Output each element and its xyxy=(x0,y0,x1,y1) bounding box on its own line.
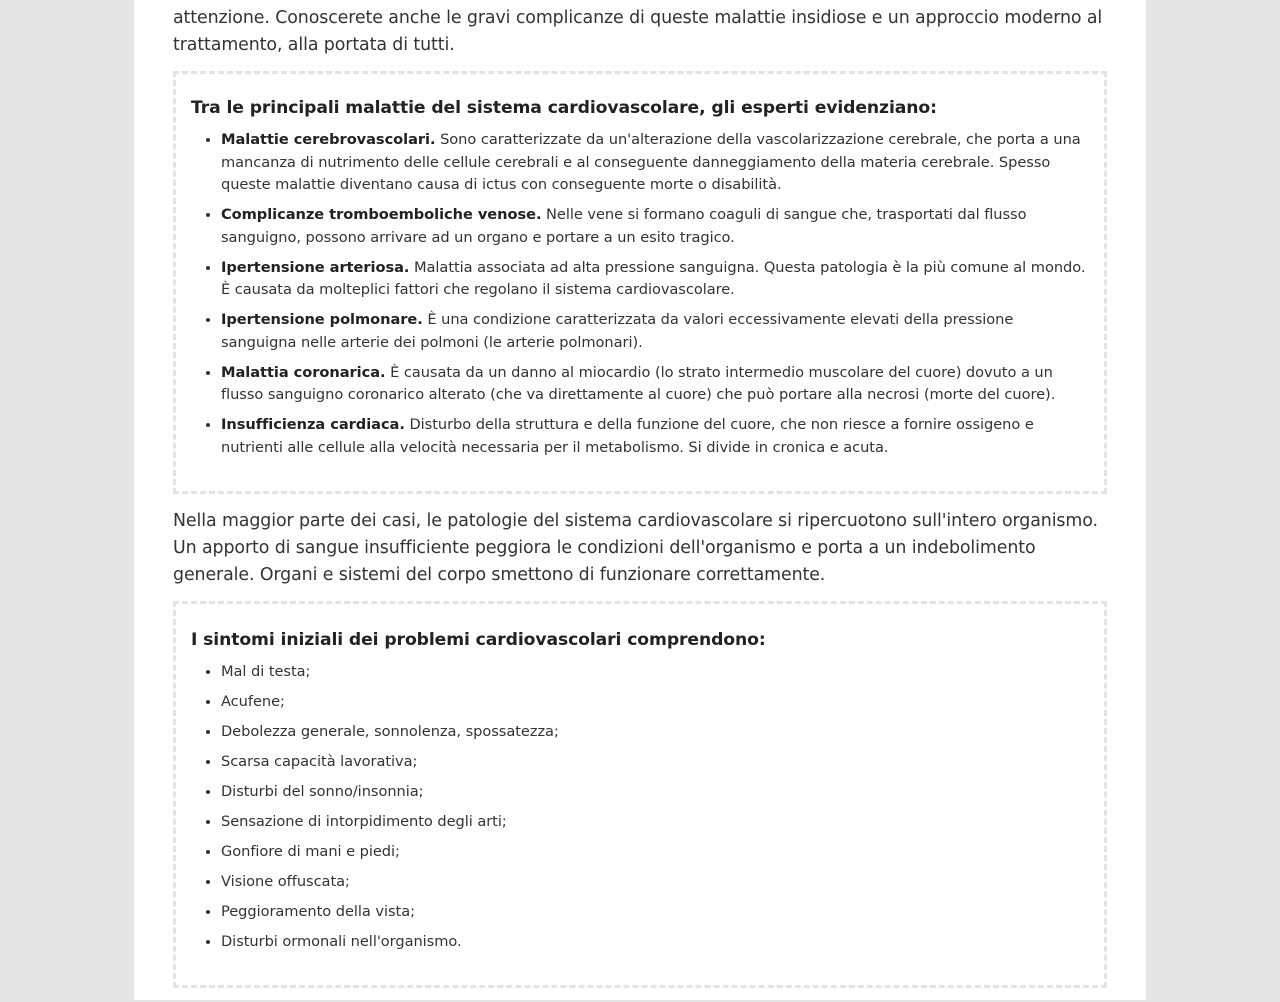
symptoms-list xyxy=(191,661,1088,954)
list-item xyxy=(221,309,1088,354)
list-item-text: Disturbo della struttura e della funzione del cuore, che non riesce a fornire ossigeno e nutrienti alle cellule alla velocità necessaria per il metabolismo. Si divide in cronica e acuta. xyxy=(221,416,1034,456)
intro-paragraph xyxy=(173,0,1107,59)
list-item: • Acufene; xyxy=(221,691,1088,714)
list-item: • Disturbi del sonno/insonnia; xyxy=(221,781,1088,804)
intro-line-2: Conoscerete anche le gravi complicanze di queste malattie insidiose e un approccio moderno al trattamento, alla portata di tutti. xyxy=(173,8,1103,55)
symptoms-heading: I sintomi iniziali dei problemi cardiovascolari comprendono: xyxy=(191,629,766,650)
list-item xyxy=(221,129,1088,197)
list-item-text: Sono caratterizzate da un'alterazione della vascolarizzazione cerebrale, che porta a una mancanza di nutrimento delle cellule cerebrali e al conseguente danneggiamento della materia cerebrale. Spesso queste malattie diventano causa di ictus con conseguente morte o disabilità. xyxy=(221,131,1081,193)
intro-line-1: attenzione. xyxy=(173,8,270,28)
list-item-term: Insufficienza cardiaca. xyxy=(221,416,405,433)
list-item: • Visione offuscata; xyxy=(221,871,1088,894)
list-item-text: Malattia associata ad alta pressione sanguigna. Questa patologia è la più comune al mondo. È causata da molteplici fattori che regolano il sistema cardiovascolare. xyxy=(221,258,1086,298)
list-item: • Scarsa capacità lavorativa; xyxy=(221,751,1088,774)
list-item: • Peggioramento della vista; xyxy=(221,901,1088,924)
list-item-term: Malattie cerebrovascolari. xyxy=(221,131,436,148)
list-item xyxy=(221,362,1088,407)
list-item xyxy=(221,257,1088,302)
diseases-heading: Tra le principali malattie del sistema cardiovascolare, gli esperti evidenziano: xyxy=(191,98,937,118)
diseases-box xyxy=(173,71,1107,494)
list-item: • Disturbi ormonali nell'organismo. xyxy=(221,931,1088,954)
list-item-term: Malattia coronarica. xyxy=(221,363,386,381)
list-item xyxy=(221,414,1088,459)
list-item-text: È causata da un danno al miocardio (lo strato intermedio muscolare del cuore) dovuto a un flusso sanguigno coronarico alterato (che va direttamente al cuore) che può portare alla necrosi (morte del cuore). xyxy=(221,363,1056,403)
list-item-term: Ipertensione polmonare. xyxy=(221,311,423,328)
article-page xyxy=(134,0,1146,1000)
list-item xyxy=(221,204,1088,249)
list-item: • Debolezza generale, sonnolenza, spossatezza; xyxy=(221,721,1088,744)
list-item-term: Complicanze tromboemboliche venose. xyxy=(221,206,542,223)
list-item: • Gonfiore di mani e piedi; xyxy=(221,841,1088,864)
list-item-term: Ipertensione arteriosa. xyxy=(221,258,410,276)
symptoms-box xyxy=(173,601,1107,988)
diseases-list xyxy=(191,129,1088,459)
list-item-text: Nelle vene si formano coaguli di sangue che, trasportati dal flusso sanguigno, possono arrivare ad un organo e portare a un esito tragico. xyxy=(221,206,1027,246)
article-content xyxy=(173,0,1107,1002)
list-item-text: È una condizione caratterizzata da valori eccessivamente elevati della pressione sanguigna nelle arterie dei polmoni (le arterie polmonari). xyxy=(221,311,1014,351)
middle-paragraph: Nella maggior parte dei casi, le patologie del sistema cardiovascolare si ripercuotono sull'intero organismo. Un apporto di sangue insufficiente peggiora le condizioni dell'organismo e porta a un indebolimento generale. Organi e sistemi del corpo smettono di funzionare correttamente. xyxy=(173,510,1098,585)
list-item: • Sensazione di intorpidimento degli arti; xyxy=(221,811,1088,834)
list-item: • Mal di testa; xyxy=(221,661,1088,684)
